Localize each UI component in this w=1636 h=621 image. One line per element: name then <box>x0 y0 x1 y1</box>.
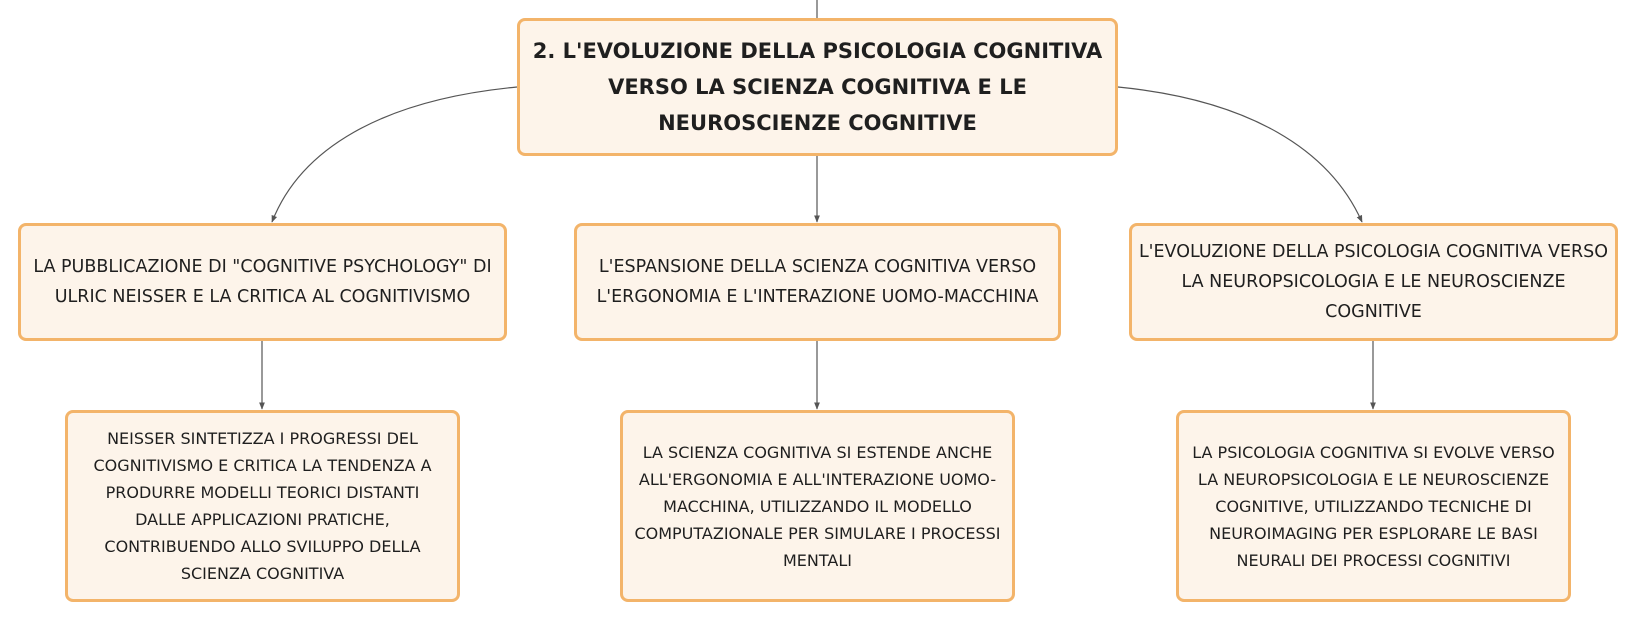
leaf-detail: LA SCIENZA COGNITIVA SI ESTENDE ANCHE ALL'ERGONOMIA E ALL'INTERAZIONE UOMO-MACCHINA, UTILIZZANDO IL MODELLO COMPUTAZIONALE PER SIMULARE I PROCESSI MENTALI <box>634 442 1001 570</box>
branch-node-neuroscienze[interactable] <box>1129 223 1618 341</box>
leaf-node-neuroscienze[interactable] <box>1176 410 1571 602</box>
root-topic-node[interactable] <box>517 18 1118 156</box>
leaf-detail: LA PSICOLOGIA COGNITIVA SI EVOLVE VERSO LA NEUROPSICOLOGIA E LE NEUROSCIENZE COGNITIVE, UTILIZZANDO TECNICHE DI NEUROIMAGING PER ESPLORARE LE BASI NEURALI DEI PROCESSI COGNITIVI <box>1192 442 1555 570</box>
branch-title: L'EVOLUZIONE DELLA PSICOLOGIA COGNITIVA VERSO LA NEUROPSICOLOGIA E LE NEUROSCIENZE COGNITIVE <box>1138 242 1609 322</box>
connector-root-branch-3 <box>1118 87 1362 222</box>
root-topic-text: 2. L'EVOLUZIONE DELLA PSICOLOGIA COGNITIVA VERSO LA SCIENZA COGNITIVA E LE NEUROSCIENZE COGNITIVE <box>532 39 1103 135</box>
branch-title: LA PUBBLICAZIONE DI "COGNITIVE PSYCHOLOGY" DI ULRIC NEISSER E LA CRITICA AL COGNITIVISMO <box>33 257 492 307</box>
leaf-detail: NEISSER SINTETIZZA I PROGRESSI DEL COGNITIVISMO E CRITICA LA TENDENZA A PRODURRE MODELLI TEORICI DISTANTI DALLE APPLICAZIONI PRATICHE, CONTRIBUENDO ALLO SVILUPPO DELLA SCIENZA COGNITIVA <box>93 429 432 583</box>
branch-node-ergonomia[interactable] <box>574 223 1061 341</box>
connector-root-branch-1 <box>272 87 517 222</box>
leaf-node-neisser[interactable] <box>65 410 460 602</box>
branch-node-neisser[interactable] <box>18 223 507 341</box>
leaf-node-ergonomia[interactable] <box>620 410 1015 602</box>
branch-title: L'ESPANSIONE DELLA SCIENZA COGNITIVA VERSO L'ERGONOMIA E L'INTERAZIONE UOMO-MACCHINA <box>596 257 1039 307</box>
